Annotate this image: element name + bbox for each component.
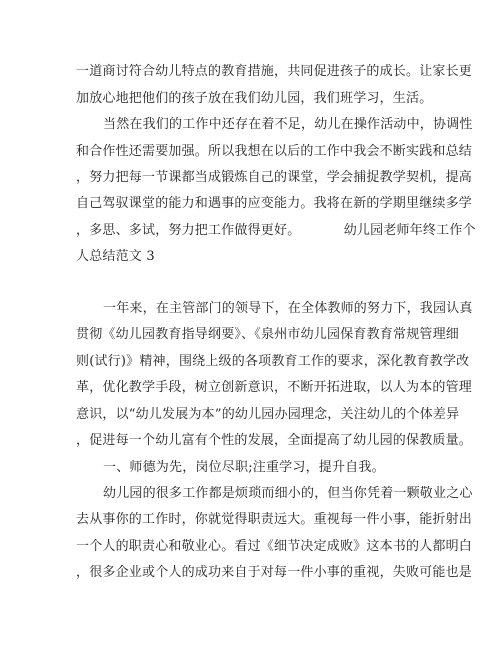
text-line: ，促进每一个幼儿富有个性的发展，全面提高了幼儿园的保教质量。	[76, 433, 473, 448]
text-line: 则(试行)》精神，围绕上级的各项教育工作的要求，深化教育教学改	[76, 354, 470, 369]
text-line: 自己驾驭课堂的能力和遇事的应变能力。我将在新的学期里继续多学	[76, 196, 473, 211]
text-line: 加放心地把他们的孩子放在我们幼儿园，我们班学习，生活。	[76, 91, 433, 106]
text-line: 意识，以“幼儿发展为本”的幼儿园办园理念，关注幼儿的个体差异	[76, 407, 460, 422]
subheading: 一、师德为先，岗位尽职;注重学习，提升自我。	[103, 460, 385, 475]
text-line: 革，优化教学手段，树立创新意识，不断开拓进取，以人为本的管理	[76, 380, 473, 395]
text-line: ，很多企业或个人的成功来自于对每一件小事的重视，失败可能也是	[76, 565, 473, 580]
text-line: 幼儿园的很多工作都是烦琐而细小的，但当你凭着一颗敬业之心	[103, 486, 473, 501]
text-line: 去从事你的工作时，你就觉得职责远大。重视每一件小事，能折射出	[76, 512, 473, 527]
text-line: ，努力把每一节课都当成锻炼自己的课堂，学会捕捉教学契机，提高	[76, 170, 473, 185]
text-line: 当然在我们的工作中还存在着不足，幼儿在操作活动中，协调性	[103, 117, 473, 132]
text-line: ，多思、多试，努力把工作做得更好。 幼儿园老师年终工作个	[76, 223, 476, 238]
text-line: 贯彻《幼儿园教育指导纲要》、《泉州市幼儿园保育教育常规管理细	[76, 327, 460, 342]
text-line: 一年来，在主管部门的领导下，在全体教师的努力下，我园认真	[103, 301, 473, 316]
text-line: 和合作性还需要加强。所以我想在以后的工作中我会不断实践和总结	[76, 144, 473, 159]
text-line: 一个人的职责心和敬业心。看过《细节决定成败》这本书的人都明白	[76, 539, 473, 554]
section-title-tail: 人总结范文 3	[76, 249, 155, 264]
text-line: 一道商讨符合幼儿特点的教育措施，共同促进孩子的成长。让家长更	[76, 64, 473, 79]
